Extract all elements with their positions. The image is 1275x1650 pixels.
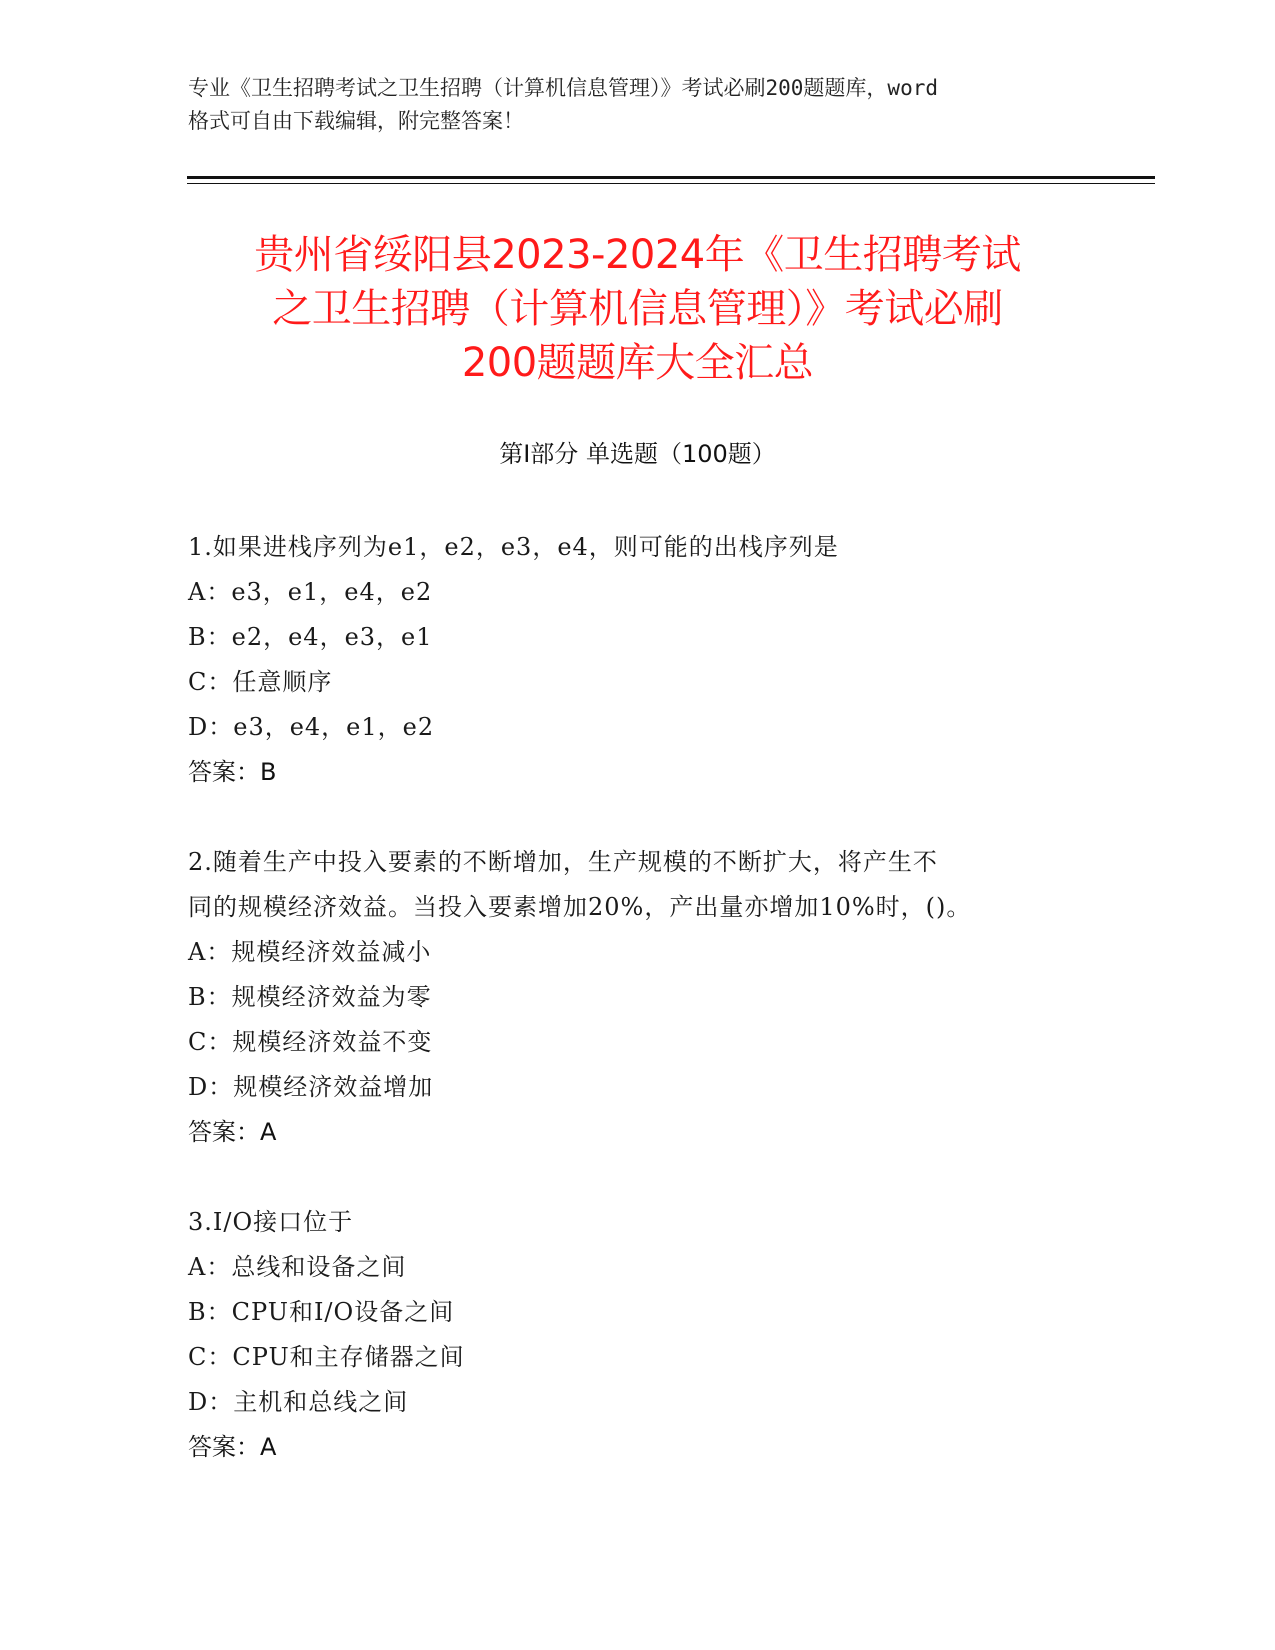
- option-d: D：规模经济效益增加: [188, 1073, 434, 1101]
- answer: 答案：A: [188, 1118, 277, 1146]
- option-a: A：规模经济效益减小: [188, 938, 432, 966]
- header-divider-thin: [187, 183, 1155, 184]
- option-b: B：规模经济效益为零: [188, 983, 432, 1011]
- header-note-line-1: 专业《卫生招聘考试之卫生招聘（计算机信息管理）》考试必刷200题题库，word: [188, 76, 938, 100]
- question-1: [188, 525, 1068, 795]
- header-note: [188, 72, 1088, 138]
- question-stem: 1.如果进栈序列为e1，e2，e3，e4，则可能的出栈序列是: [188, 533, 839, 561]
- header-note-line-2: 格式可自由下载编辑，附完整答案！: [188, 109, 524, 133]
- question-spacer: [188, 1155, 1068, 1200]
- header-divider-thick: [187, 176, 1155, 179]
- option-b: B：e2，e4，e3，e1: [188, 623, 433, 651]
- question-2: [188, 840, 1068, 1155]
- document-title: [160, 228, 1115, 390]
- question-stem-line-2: 同的规模经济效益。当投入要素增加20%，产出量亦增加10%时，()。: [188, 893, 972, 921]
- option-a: A：总线和设备之间: [188, 1253, 407, 1281]
- option-b: B：CPU和I/O设备之间: [188, 1298, 455, 1326]
- question-list: [188, 525, 1068, 1470]
- document-title-line-2: 之卫生招聘（计算机信息管理）》考试必刷: [272, 286, 1003, 332]
- option-c: C：规模经济效益不变: [188, 1028, 433, 1056]
- option-d: D：e3，e4，e1，e2: [188, 713, 435, 741]
- option-c: C：任意顺序: [188, 668, 333, 696]
- section-heading: 第Ⅰ部分 单选题（100题）: [499, 440, 776, 468]
- question-stem: 3.I/O接口位于: [188, 1208, 354, 1236]
- question-stem-line-1: 2.随着生产中投入要素的不断增加，生产规模的不断扩大，将产生不: [188, 848, 938, 876]
- document-title-line-3: 200题题库大全汇总: [461, 340, 814, 386]
- option-a: A：e3，e1，e4，e2: [188, 578, 433, 606]
- option-d: D：主机和总线之间: [188, 1388, 409, 1416]
- option-c: C：CPU和主存储器之间: [188, 1343, 465, 1371]
- answer: 答案：A: [188, 1433, 277, 1461]
- answer: 答案：B: [188, 758, 277, 786]
- question-spacer: [188, 795, 1068, 840]
- question-3: [188, 1200, 1068, 1470]
- document-title-line-1: 贵州省绥阳县2023-2024年《卫生招聘考试: [254, 232, 1021, 278]
